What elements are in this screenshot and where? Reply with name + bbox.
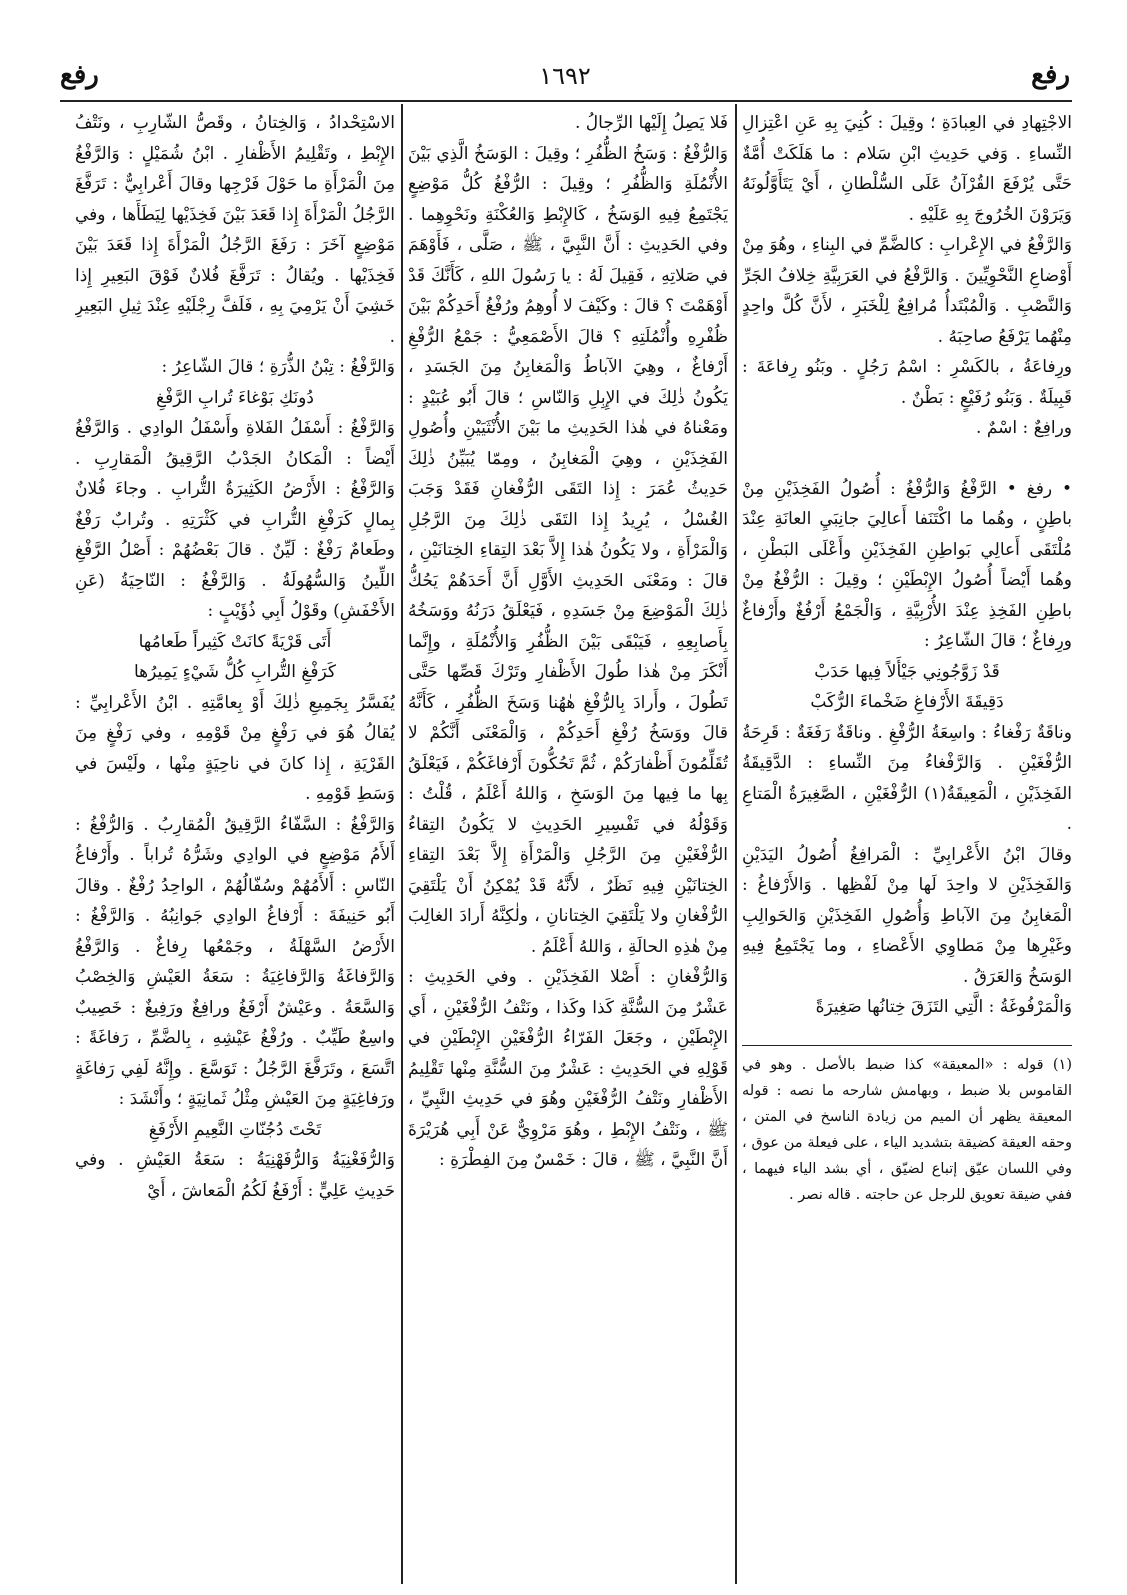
page-number: ١٦٩٢ xyxy=(539,62,591,90)
column-separator-right xyxy=(735,104,737,1584)
paragraph: فَلا يَصِلُ إِلَيْها الرِّجالُ . xyxy=(574,113,728,133)
paragraph: وَالرَّفْغُ : تِبْنُ الذُّرَةِ ؛ قالَ الشّاعِرُ : xyxy=(161,357,395,377)
column-right xyxy=(742,108,1072,1588)
column-separator-left xyxy=(401,104,403,1584)
paragraph: وَالرَّفْعُ في الإِعْرابِ : كالضَّمِّ في البِناءِ ، وهُوَ مِنْ أَوْضاعِ النَّحْوِيِّينَ . وَالرَّفْعُ في العَرَبِيَّةِ خِلافُ الجَرِّ وَالنَّصْبِ . وَالْمُبْتَدأُ مُرافِعٌ لِلْخَبَرِ ، لأَنَّ كُلَّ واحِدٍ مِنْهُما يَرْفَعُ صاحِبَهُ . xyxy=(742,235,1072,347)
paragraph: وَالرَّفْغُ : أَسْفَلُ الفَلاةِ وأَسْفَلُ الوادِي . وَالرَّفْغُ أَيْضاً : الْمَكانُ الجَدْبُ الرَّقِيقُ الْمَقارِبِ . وَالرَّفْغُ : الأَرْضُ الكَثِيرَةُ التُّرابِ . وجاءَ فُلانٌ بِمالٍ كَرَفْغِ التُّرابِ في كَثْرَتِهِ . وتُرابٌ رَفْغٌ وطَعامٌ رَفْغٌ : لَيِّنٌ . قالَ بَعْضُهُمْ : أَصْلُ الرَّفْغِ اللِّينُ وَالسُّهُولَةُ . وَالرَّفْغُ : النّاحِيَةُ (عَنِ الأَخْفَشِ) وقَوْلُ أَبِي ذُؤَيْبٍ : xyxy=(75,418,395,621)
entry-gap xyxy=(742,444,1072,474)
paragraph: ورافِعٌ : اسْمٌ . xyxy=(976,418,1072,438)
entry-rafgh-start: • رفغ • الرَّفْغُ وَالرُّفْغُ : أُصُولُ الفَخِذَيْنِ مِنْ باطِنٍ ، وهُما ما اكْتَنَفا أَعالِيَ جانِبَيِ العانَةِ عِنْدَ مُلْتَقَى أَعالِي بَواطِنِ الفَخِذَيْنِ وأَعْلَى البَطْنِ ، وهُما أَيْضاً أُصُولُ الإِبْطَيْنِ ؛ وقِيلَ : الرُّفْغُ مِنْ باطِنِ الفَخِذِ عِنْدَ الأُرْبِيَّةِ ، وَالْجَمْعُ أَرْفُغٌ وأَرْفاغٌ ورِفاغٌ ؛ قالَ الشّاعِرُ : xyxy=(742,478,1072,651)
verse-line: تَحْتَ دُجُنّاتِ النَّعِيمِ الأَرْفَغِ xyxy=(148,1119,322,1140)
header-root-word-right: رفع xyxy=(1031,60,1070,90)
verse-line: كَرَفْغِ التُّرابِ كُلُّ شَيْءٍ يَمِيرُها xyxy=(134,662,336,682)
paragraph: يُفَسَّرُ بِجَمِيعِ ذٰلِكَ أَوْ بِعامَّتِهِ . ابْنُ الأَعْرابِيِّ : يُقالُ هُوَ في رَفْغٍ مِنْ قَوْمِهِ ، وفي رَفْغٍ مِنَ القَرْيَةِ ، إِذا كانَ في ناحِيَةٍ مِنْها ، ولَيْسَ في وَسَطِ قَوْمِهِ . xyxy=(75,692,395,804)
header-rule xyxy=(60,100,1072,102)
paragraph: وَالرُّفَغْنِيَةُ وَالرُّفَهْنِيَةُ : سَعَةُ العَيْشِ . وفي حَدِيثِ عَلِيٍّ : أَرْفَغُ لَكُمُ الْمَعاشَ ، أَيْ xyxy=(75,1150,395,1201)
paragraph: ورِفاعَةُ ، بالكَسْرِ : اسْمُ رَجُلٍ . وبَنُو رِفاعَةَ : قَبِيلَةٌ . وَبَنُو رُفَيْعٍ : بَطْنٌ . xyxy=(742,357,1072,408)
column-middle xyxy=(408,108,728,1588)
paragraph: وناقَةٌ رَفْغاءُ : واسِعَةُ الرُّفْغِ . وناقَةٌ رَفَغَةٌ : قَرِحَةُ الرُّفْغَيْنِ . وَالرَّفْغاءُ مِنَ النِّساءِ : الدَّقِيقَةُ الفَخِذَيْنِ ، الْمَعِيقَةُ(١) الرُّفْغَيْنِ ، الصَّغِيرَةُ الْمَتاعِ . xyxy=(742,722,1072,834)
page-header xyxy=(60,60,1070,100)
paragraph: الاسْتِحْدادُ ، وَالخِتانُ ، وقَصُّ الشّارِبِ ، ونَتْفُ الإِبْطِ ، وتَقْلِيمُ الأَظْفارِ . ابْنُ شُمَيْلٍ : وَالرَّفْغُ مِنَ الْمَرْأَةِ ما حَوْلَ فَرْجِها وقالَ أَعْرابِيٌّ : تَرَفَّغَ الرَّجُلُ الْمَرْأَةَ إِذا قَعَدَ بَيْنَ فَخِذَيْها لِيَطَأَها ، وفي مَوْضِعٍ آخَرَ : رَفَغَ الرَّجُلُ الْمَرْأَةَ إِذا قَعَدَ بَيْنَ فَخِذَيْها . ويُقالُ : تَرَفَّغَ فُلانٌ فَوْقَ البَعِيرِ إِذا خَشِيَ أَنْ يَرْمِيَ بِهِ ، فَلَفَّ رِجْلَيْهِ عِنْدَ ثِيلِ البَعِيرِ . xyxy=(75,113,395,347)
paragraph: وَالرَّفْغُ : السَّفّاءُ الرَّقِيقُ الْمُقارِبُ . وَالرُّفْغُ : أَلأَمُ مَوْضِعٍ في الوادِي وشَرُّهُ تُراباً . وأَرْفاغُ النّاسِ : أَلأَمُهُمْ وسُفّالُهُمْ ، الواحِدُ رُفْغٌ . وقالَ أَبُو حَنِيفَةَ : أَرْفاغُ الوادِي جَوانِبُهُ . وَالرَّفْغُ : الأَرْضُ السَّهْلَةُ ، وجَمْعُها رِفاغٌ . وَالرَّفْغُ وَالرَّفاغَةُ وَالرَّفاغِيَةُ : سَعَةُ العَيْشِ وَالخِصْبُ وَالسَّعَةُ . وعَيْشٌ أَرْفَغُ ورافِغٌ ورَفِيغٌ : خَصِيبٌ واسِعٌ طَيِّبٌ . ورُفْغُ عَيْشِهِ ، بِالضَّمِّ ، رَفاغَةً : اتَّسَعَ ، وتَرَفَّغَ الرَّجُلُ : تَوَسَّعَ . وإِنَّهُ لَفِي رَفاغَةٍ ورَفاغِيَةٍ مِنَ العَيْشِ مِثْلُ ثَمانِيَةٍ ؛ وأَنْشَدَ : xyxy=(75,814,395,1109)
column-left xyxy=(75,108,395,1588)
footnote: (١) قوله : «المعيقة» كذا ضبط بالأصل . وهو في القاموس بلا ضبط ، وبهامش شارحه ما نصه : قوله المعيقة يظهر أن الميم من زيادة الناسخ في المتن ، وحقه العيقة كضيقة بتشديد الياء ، على فيعلة من عوق ، وفي اللسان عيّق إتباع لضيّق ، أي بشد الياء فيهما ، ففي ضيقة تعويق للرجل عن حاجته . قاله نصر . xyxy=(742,1056,1072,1203)
header-root-word-left: رفع xyxy=(60,60,99,90)
paragraph: وقالَ ابْنُ الأَعْرابِيِّ : الْمَرافِغُ أُصُولُ اليَدَيْنِ وَالفَخِذَيْنِ لا واحِدَ لَها مِنْ لَفْظِها . وَالأَرْفاغُ : الْمَغابِنُ مِنَ الآباطِ وَأُصُولِ الفَخِذَيْنِ وَالحَوالِبِ وغَيْرِها مِنْ مَطاوِي الأَعْضاءِ ، وما يَجْتَمِعُ فِيهِ الوَسَخُ وَالعَرَقُ . xyxy=(742,844,1072,987)
verse-line: دُونَكِ بَوْغاءَ تُرابِ الرَّفْغِ xyxy=(156,387,314,408)
paragraph: وَالرُّفْغانِ : أَصْلا الفَخِذَيْنِ . وفي الحَدِيثِ : عَشْرٌ مِنَ السُّنَّةِ كَذا وكَذا ، ونَتْفُ الرُّفْغَيْنِ ، أَي الإِبْطَيْنِ ، وجَعَلَ الفَرّاءُ الرُّفْغَيْنِ الإِبْطَيْنِ في قَوْلِهِ في الحَدِيثِ : عَشْرٌ مِنَ السُّنَّةِ مِنْها تَقْلِيمُ الأَظْفارِ ونَتْفُ الرُّفْغَيْنِ وهُوَ في حَدِيثِ النَّبِيِّ ، ﷺ ، ونَتْفُ الإِبْطِ ، وهُوَ مَرْوِيٌّ عَنْ أَبِي هُرَيْرَةَ أَنَّ النَّبِيَّ ، ﷺ ، قالَ : خَمْسٌ مِنَ الفِطْرَةِ : xyxy=(408,967,728,1170)
paragraph: وَالْمَرْفُوغَةُ : الَّتِي التَزَقَ خِتانُها صَغِيرَةً xyxy=(815,997,1072,1017)
paragraph: وَالرُّفْغُ : وَسَخُ الظُّفُرِ ؛ وقِيلَ : الوَسَخُ الَّذِي بَيْنَ الأُنْمُلَةِ وَالظُّفُرِ ؛ وقِيلَ : الرُّفْغُ كُلُّ مَوْضِعٍ يَجْتَمِعُ فِيهِ الوَسَخُ ، كَالإِبْطِ وَالعُكْنَةِ ونَحْوِهِما . وفي الحَدِيثِ : أَنَّ النَّبِيَّ ، ﷺ ، صَلَّى ، فَأَوْهَمَ في صَلاتِهِ ، فَقِيلَ لَهُ : يا رَسُولَ اللهِ ، كَأَنَّكَ قَدْ أَوْهَمْتَ ؟ قالَ : وكَيْفَ لا أُوهِمُ ورُفْغُ أَحَدِكُمْ بَيْنَ ظُفْرِهِ وأُنْمُلَتِهِ ؟ قالَ الأَصْمَعِيُّ : جَمْعُ الرُّفْغِ أَرْفاغٌ ، وهِيَ الآباطُ وَالْمَغابِنُ مِنَ الجَسَدِ ، يَكُونُ ذٰلِكَ في الإِبِلِ وَالنّاسِ ؛ قالَ أَبُو عُبَيْدٍ : ومَعْناهُ في هٰذا الحَدِيثِ ما بَيْنَ الأُنْثَيَيْنِ وأُصُولِ الفَخِذَيْنِ ، وهِيَ الْمَغابِنُ ، ومِمّا يُبَيِّنُ ذٰلِكَ حَدِيثُ عُمَرَ : إِذا التَقَى الرُّفْغانِ فَقَدْ وَجَبَ الغُسْلُ ، يُرِيدُ إِذا التَقَى ذٰلِكَ مِنَ الرَّجُلِ وَالْمَرْأَةِ ، ولا يَكُونُ هٰذا إِلاَّ بَعْدَ التِقاءِ الخِتانَيْنِ ، قالَ : ومَعْنَى الحَدِيثِ الأَوَّلِ أَنَّ أَحَدَهُمْ يَحُكُّ ذٰلِكَ الْمَوْضِعَ مِنْ جَسَدِهِ ، فَيَعْلَقُ دَرَنُهُ ووَسَخُهُ بِأَصابِعِهِ ، فَيَبْقَى بَيْنَ الظُّفُرِ وَالأُنْمُلَةِ ، وإِنَّما أَنْكَرَ مِنْ هٰذا طُولَ الأَظْفارِ وتَرْكَ قَصِّها حَتَّى تَطُولَ ، وأَرادَ بِالرُّفْغِ هٰهُنا وَسَخَ الظُّفُرِ ، كَأَنَّهُ قالَ ووَسَخُ رُفْغِ أَحَدِكُمْ ، وَالْمَعْنَى أَنَّكُمْ لا تُقَلِّمُونَ أَظْفارَكُمْ ، ثُمَّ تَحُكُّونَ أَرْفاغَكُمْ ، فَيَعْلَقُ بِها ما فِيها مِنَ الوَسَخِ ، وَاللهُ أَعْلَمُ ، قُلْتُ : وَقَوْلُهُ في تَفْسِيرِ الحَدِيثِ لا يَكُونُ التِقاءُ الرُّفْغَيْنِ مِنَ الرَّجُلِ وَالْمَرْأَةِ إِلاَّ بَعْدَ التِقاءِ الخِتانَيْنِ فِيهِ نَظَرٌ ، لأَنَّهُ قَدْ يُمْكِنُ أَنْ يَلْتَقِيَ الرُّفْغانِ ولا يَلْتَقِيَ الخِتانانِ ، ولٰكِنَّهُ أَرادَ الغالِبَ مِنْ هٰذِهِ الحالَةِ ، وَاللهُ أَعْلَمُ . xyxy=(408,143,728,957)
footnote-rule xyxy=(742,1045,1072,1046)
verse-line: قَدْ زَوَّجُونِي جَيْأَلاً فِيها حَدَبْ xyxy=(814,661,1000,682)
verse-line: دَقِيقَةَ الأَرْفاغِ ضَخْماءَ الرُّكَبْ xyxy=(810,692,1004,712)
paragraph: الاجْتِهادِ في العِبادَةِ ؛ وقِيلَ : كُنِيَ بِهِ عَنِ اعْتِزالِ النِّساءِ . وَفي حَدِيثِ ابْنِ سَلام : ما هَلَكَتْ أُمَّةٌ حَتَّى يُرْفَعَ القُرْآنُ عَلَى السُّلْطانِ ، أَيْ يَتَأَوَّلُونَهُ وَيَرَوْنَ الخُرُوجَ بِهِ عَلَيْهِ . xyxy=(742,113,1072,225)
verse-line: أَتَى قَرْيَةً كانَتْ كَثِيراً طَعامُها xyxy=(138,631,332,652)
